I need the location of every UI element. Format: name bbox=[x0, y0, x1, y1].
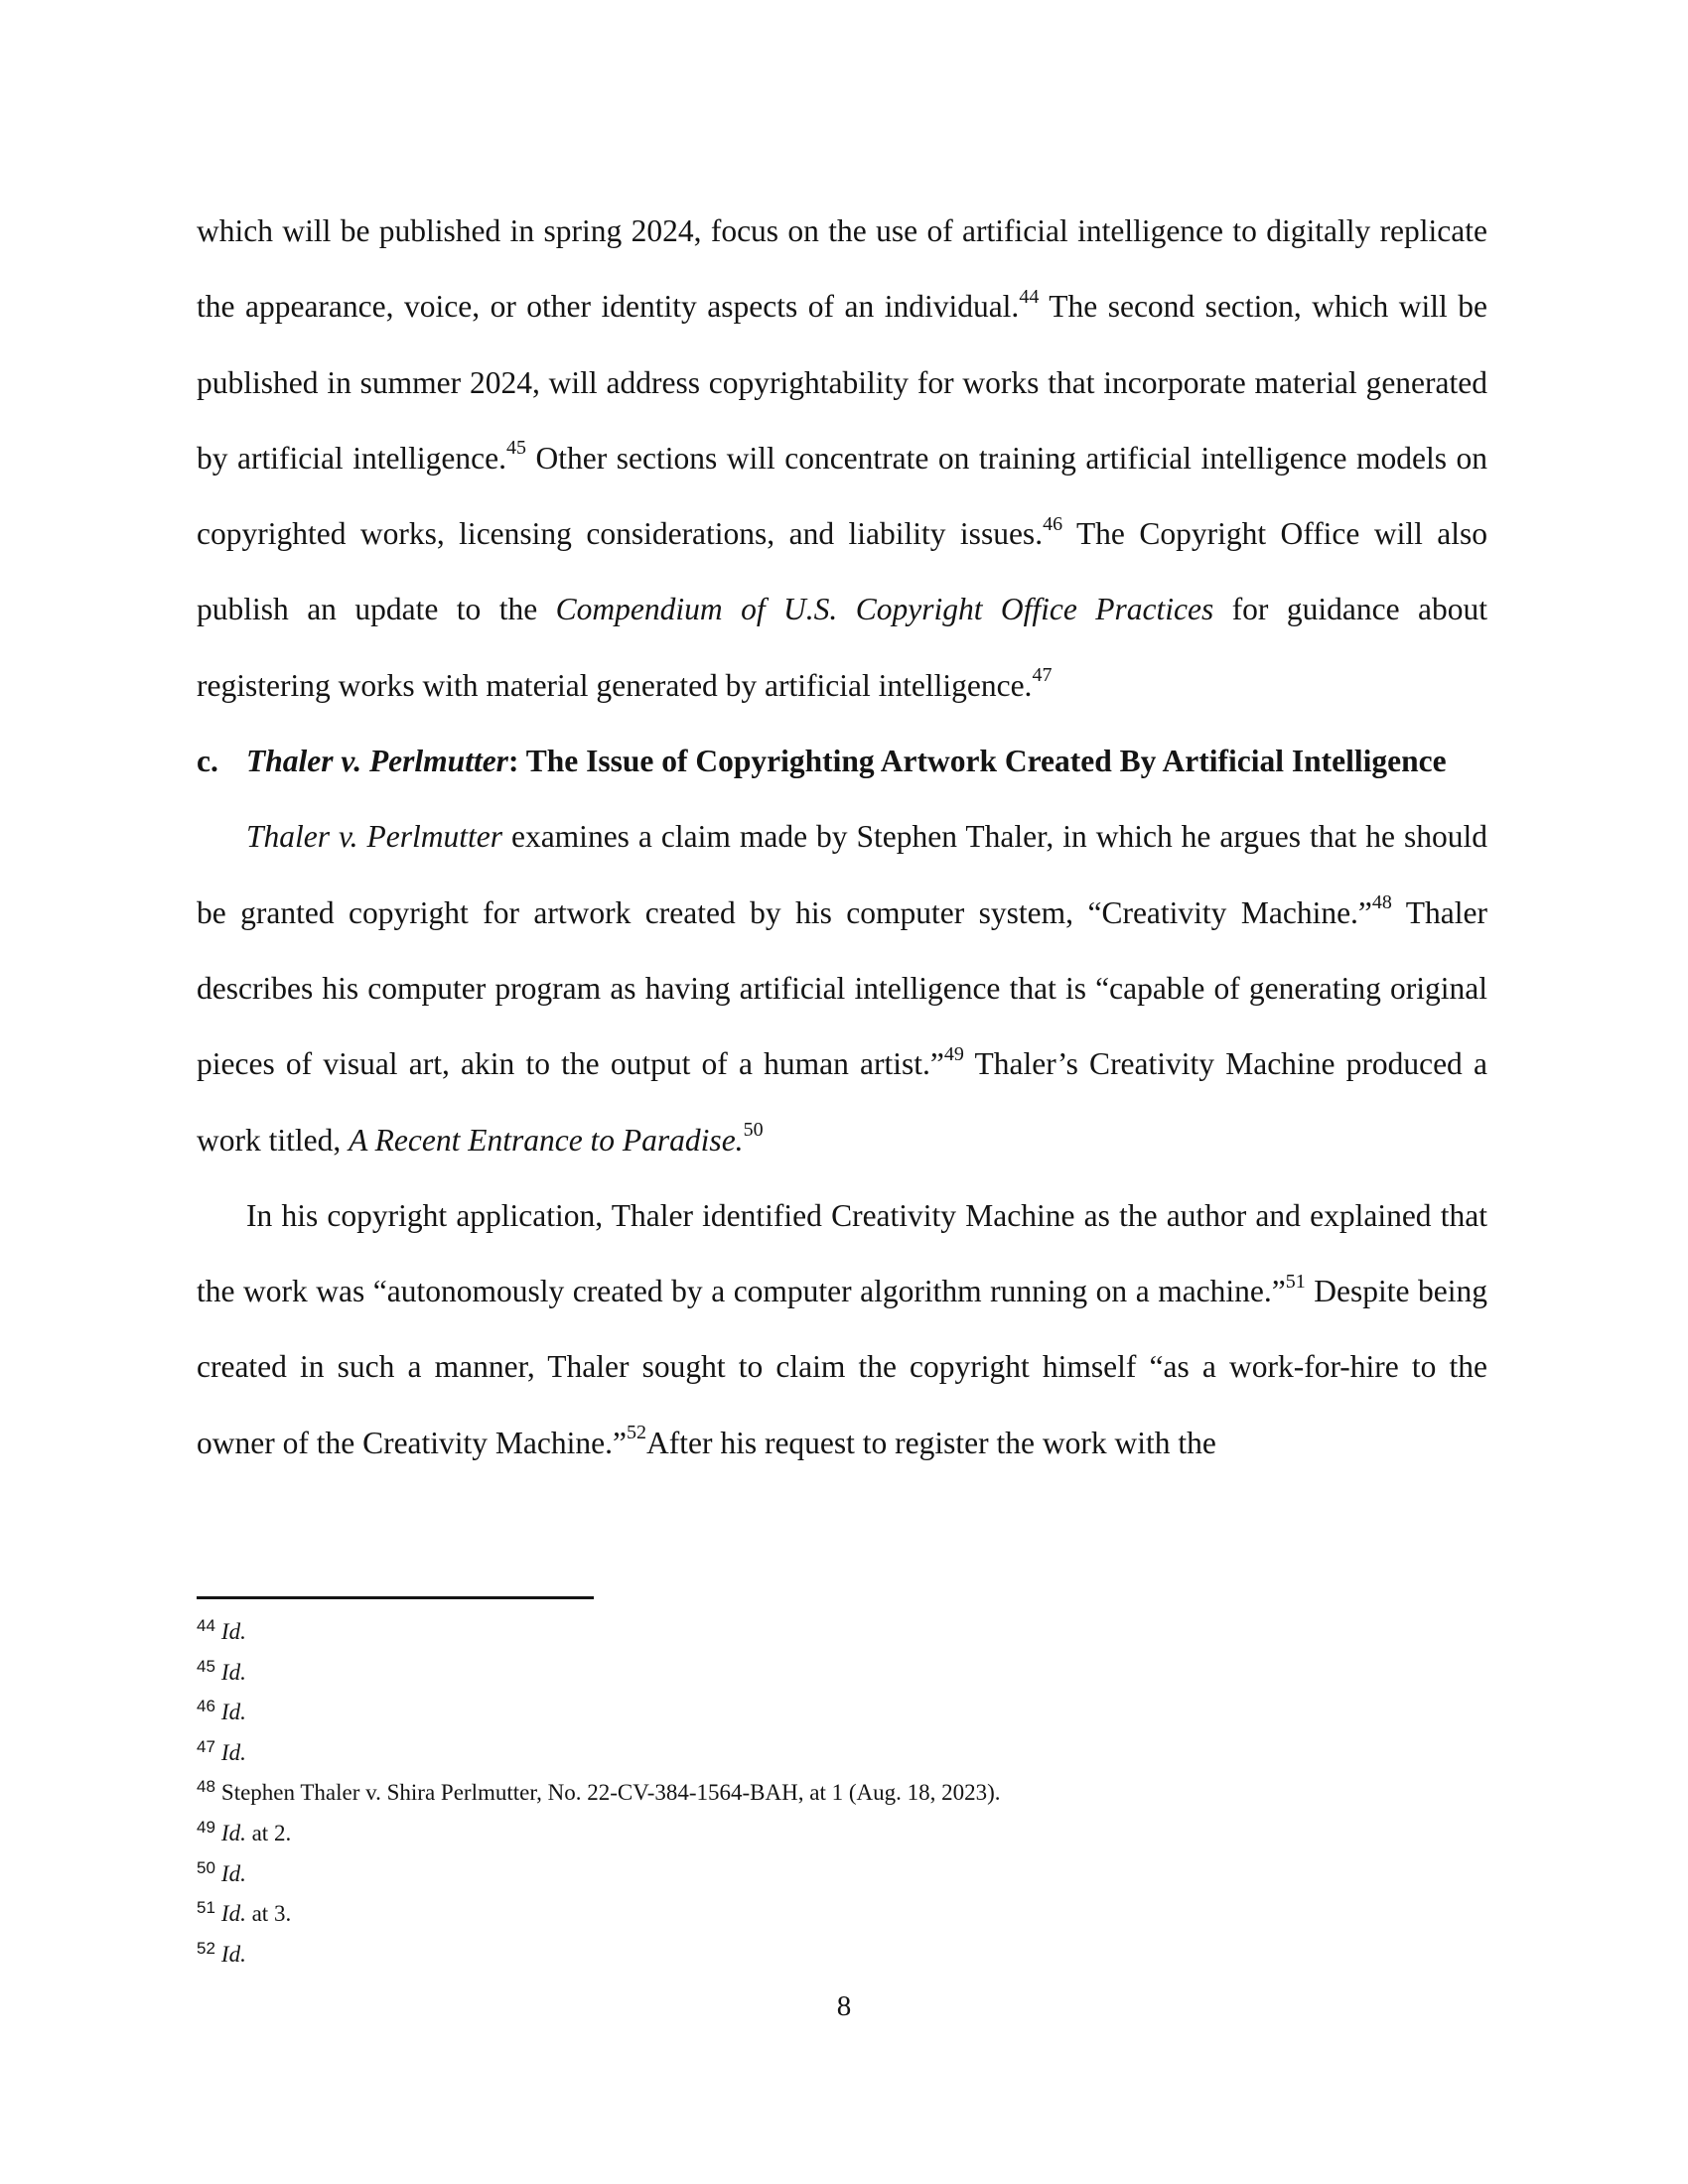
footnote: $^{52}$ Id. bbox=[197, 1938, 246, 1967]
footnotes-list bbox=[197, 1612, 1487, 1975]
footnote-separator bbox=[197, 1596, 594, 1599]
footnote-ref[interactable]: 52 bbox=[626, 1422, 646, 1444]
footnote-number: 49 bbox=[197, 1817, 215, 1837]
footnote: $^{45}$ Id. bbox=[197, 1656, 246, 1685]
footnote-number: 52 bbox=[197, 1938, 215, 1958]
footnote: $^{49}$ Id. at 2. bbox=[197, 1817, 292, 1845]
footnote: $^{46}$ Id. bbox=[197, 1697, 246, 1725]
footnote-ref[interactable]: 51 bbox=[1285, 1270, 1306, 1293]
footnote-ref[interactable]: 49 bbox=[943, 1042, 964, 1065]
footnote: $^{50}$ Id. bbox=[197, 1857, 246, 1886]
footnote-number: 51 bbox=[197, 1898, 215, 1918]
case-name: Thaler v. Perlmutter bbox=[246, 744, 508, 779]
footnote: $^{47}$ Id. bbox=[197, 1736, 246, 1765]
paragraph: In his copyright application, Thaler identified Creativity Machine as the author and explained that the work was “autonomously created by a computer algorithm running on a machine.”$^{51}$ Despite being created in such a manner, Thaler sought to claim the copyright himself “as a work-for-hire to the owner of the Creativity Machine.”$^{52}$After his request to register the work with the bbox=[197, 1197, 1487, 1460]
footnote-number: 48 bbox=[197, 1777, 215, 1797]
paragraph: Thaler v. Perlmutter examines a claim made by Stephen Thaler, in which he argues that he should be granted copyright for artwork created by his computer system, “Creativity Machine.”$^{48}$ Thaler describes his computer program as having artificial intelligence that is “capable of generating original pieces of visual art, akin to the output of a human artist.”$^{49}$ Thaler’s Creativity Machine produced a work titled, A Recent Entrance to Paradise.$^{50}$ bbox=[197, 819, 1487, 1158]
case-name: Thaler v. Perlmutter bbox=[246, 819, 502, 855]
section-letter: c. bbox=[197, 744, 218, 779]
section-heading bbox=[197, 724, 1487, 799]
footnote: $^{44}$ Id. bbox=[197, 1616, 246, 1644]
footnote-ref[interactable]: 46 bbox=[1043, 512, 1063, 535]
body-text bbox=[197, 194, 1487, 1481]
footnote-ref[interactable]: 48 bbox=[1371, 891, 1392, 914]
footnote-ref[interactable]: 47 bbox=[1032, 664, 1053, 687]
footnote-number: 45 bbox=[197, 1656, 215, 1676]
footnote-ref[interactable]: 44 bbox=[1019, 285, 1040, 308]
footnote-number: 44 bbox=[197, 1616, 215, 1635]
paragraph-continuation: which will be published in spring 2024, focus on the use of artificial intelligence to digitally replicate the appearance, voice, or other identity aspects of an individual.$^{44}$ The second section, which will be published in summer 2024, will address copyrightability for works that incorporate material generated by artificial intelligence.$^{45}$ Other sections will concentrate on training artificial intelligence models on copyrighted works, licensing considerations, and liability issues.$^{46}$ The Copyright Office will also publish an update to the Compendium of U.S. Copyright Office Practices for guidance about registering works with material generated by artificial intelligence.$^{47}$ bbox=[197, 213, 1487, 703]
section-title: Thaler v. Perlmutter: The Issue of Copyrighting Artwork Created By Artificial Intelligence bbox=[246, 744, 1447, 779]
footnote-number: 47 bbox=[197, 1736, 215, 1756]
footnote-number: 50 bbox=[197, 1857, 215, 1877]
page-number: 8 bbox=[836, 1990, 852, 2022]
footnote: $^{48}$ Stephen Thaler v. Shira Perlmutter, No. 22-CV-384-1564-BAH, at 1 (Aug. 18, 2023). bbox=[197, 1777, 1001, 1806]
footnote: $^{51}$ Id. at 3. bbox=[197, 1898, 292, 1927]
footnote-number: 46 bbox=[197, 1697, 215, 1716]
footnote-ref[interactable]: 45 bbox=[506, 437, 526, 460]
artwork-title: A Recent Entrance to Paradise. bbox=[349, 1122, 744, 1158]
publication-title: Compendium of U.S. Copyright Office Practices bbox=[555, 592, 1214, 627]
footnote-ref[interactable]: 50 bbox=[743, 1119, 764, 1142]
